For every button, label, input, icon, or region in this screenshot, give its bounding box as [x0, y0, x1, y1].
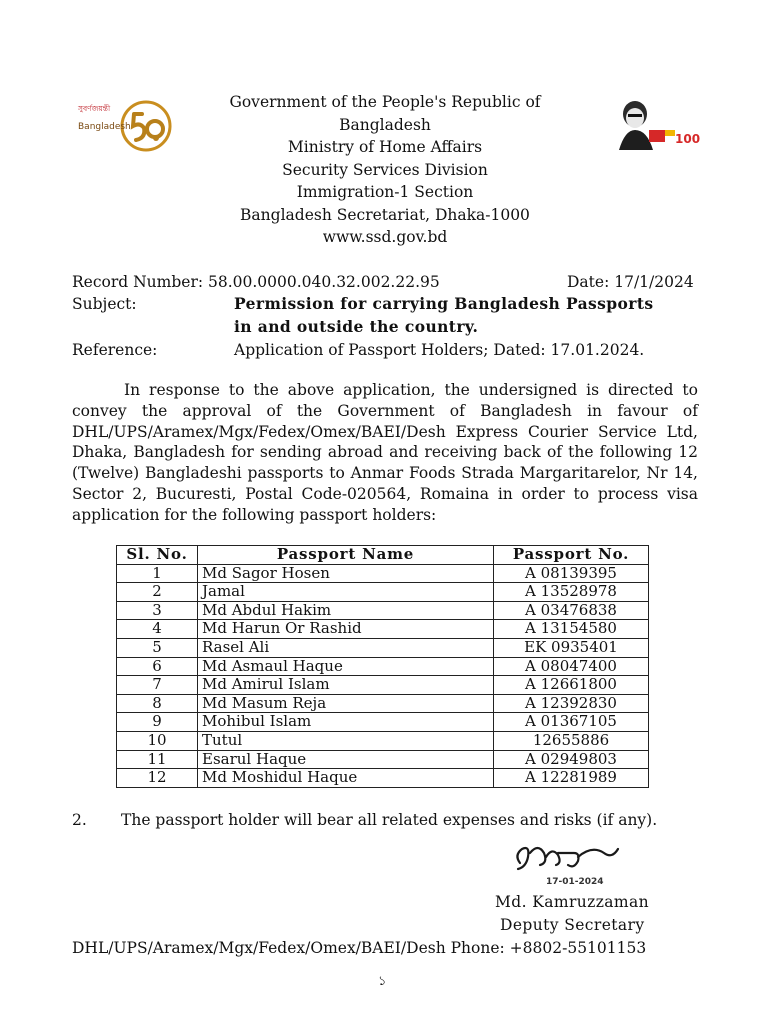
subject-label: Subject:	[72, 295, 137, 313]
serial-cell: 5	[117, 638, 198, 657]
letterhead-line-ministry: Ministry of Home Affairs	[287, 138, 483, 156]
signatory-title: Deputy Secretary	[500, 916, 645, 934]
body-text: In response to the above application, the undersigned is directed to convey the approval of the Government of Bangladesh in favour of DHL/UPS/Aramex/Mgx/Fedex/Omex/BAEI/Desh Express Courier Service Ltd, Dhaka, Bangladesh for sending abroad and receiving back of the following 12 (Twelve) Bangladeshi passports to Anmar Foods Strada Margaritarelor, Nr 14, Sector 2, Bucuresti, Postal Code-020564, Romaina in order to process visa application for the following passport holders:	[72, 381, 698, 524]
name-cell: Md Sagor Hosen	[198, 564, 494, 583]
passport-no-cell: A 13528978	[494, 583, 649, 602]
passport-no-cell: EK 0935401	[494, 638, 649, 657]
name-cell: Mohibul Islam	[198, 713, 494, 732]
subject-line-2: in and outside the country.	[234, 317, 479, 336]
clause-2-text: The passport holder will bear all related expenses and risks (if any).	[121, 811, 658, 829]
serial-cell: 4	[117, 620, 198, 639]
reference-text: Application of Passport Holders; Dated: 17.01.2024.	[234, 341, 645, 359]
serial-cell: 12	[117, 769, 198, 788]
table-row	[117, 601, 649, 620]
letterhead-line-division: Security Services Division	[282, 160, 488, 179]
passport-no-cell: A 01367105	[494, 713, 649, 732]
handwritten-signature	[508, 835, 628, 875]
passport-no-cell: A 12392830	[494, 694, 649, 713]
signature-date: 17-01-2024	[546, 877, 604, 887]
passport-no-cell: A 03476838	[494, 601, 649, 620]
body-paragraph	[72, 380, 698, 526]
serial-cell: 9	[117, 713, 198, 732]
table-row	[117, 583, 649, 602]
serial-cell: 7	[117, 676, 198, 695]
name-cell: Md Moshidul Haque	[198, 769, 494, 788]
table-row	[117, 620, 649, 639]
clause-2-number: 2.	[72, 811, 87, 829]
passport-no-cell: A 08047400	[494, 657, 649, 676]
passport-no-cell: A 12281989	[494, 769, 649, 788]
name-cell: Md Amirul Islam	[198, 676, 494, 695]
passport-table-wrapper	[116, 545, 649, 788]
serial-cell: 11	[117, 750, 198, 769]
name-cell: Md Abdul Hakim	[198, 601, 494, 620]
serial-cell: 2	[117, 583, 198, 602]
signatory-name: Md. Kamruzzaman	[495, 893, 650, 911]
table-row	[117, 564, 649, 583]
name-cell: Jamal	[198, 583, 494, 602]
logo-100-text: 100	[675, 132, 701, 146]
table-header-row	[117, 546, 649, 565]
column-header-passport-no: Passport No.	[494, 546, 649, 565]
table-row	[117, 694, 649, 713]
table-row	[117, 676, 649, 695]
letter-date: Date: 17/1/2024	[567, 273, 694, 291]
letterhead-line-address: Bangladesh Secretariat, Dhaka-1000	[240, 205, 530, 224]
passport-table	[116, 545, 649, 788]
name-cell: Tutul	[198, 731, 494, 750]
name-cell: Rasel Ali	[198, 638, 494, 657]
serial-cell: 3	[117, 601, 198, 620]
serial-cell: 10	[117, 731, 198, 750]
table-row	[117, 769, 649, 788]
name-cell: Md Asmaul Haque	[198, 657, 494, 676]
passport-no-cell: A 02949803	[494, 750, 649, 769]
table-row	[117, 713, 649, 732]
passport-no-cell: 12655886	[494, 731, 649, 750]
letterhead	[160, 91, 610, 249]
reference-label: Reference:	[72, 341, 158, 359]
name-cell: Esarul Haque	[198, 750, 494, 769]
logo-bangladesh-text: Bangladesh	[78, 122, 131, 132]
table-row	[117, 638, 649, 657]
letterhead-line-website: www.ssd.gov.bd	[322, 228, 448, 246]
name-cell: Md Harun Or Rashid	[198, 620, 494, 639]
mujib-100-logo	[613, 96, 701, 152]
passport-no-cell: A 08139395	[494, 564, 649, 583]
column-header-name: Passport Name	[198, 546, 494, 565]
letterhead-line-government: Government of the People's Republic of	[229, 93, 541, 111]
table-row	[117, 731, 649, 750]
letterhead-line-country: Bangladesh	[339, 115, 431, 134]
name-cell: Md Masum Reja	[198, 694, 494, 713]
contact-line: DHL/UPS/Aramex/Mgx/Fedex/Omex/BAEI/Desh Phone: +8802-55101153	[72, 939, 647, 957]
record-number: Record Number: 58.00.0000.040.32.002.22.95	[72, 273, 440, 291]
serial-cell: 1	[117, 564, 198, 583]
column-header-serial: Sl. No.	[117, 546, 198, 565]
logo-bangla-text: সুবর্ণজয়ন্তী	[78, 104, 111, 113]
table-row	[117, 750, 649, 769]
signature-image	[508, 835, 628, 875]
subject-line-1: Permission for carrying Bangladesh Passports	[234, 294, 654, 313]
passport-no-cell: A 12661800	[494, 676, 649, 695]
serial-cell: 6	[117, 657, 198, 676]
page-number: ১	[378, 974, 387, 989]
passport-no-cell: A 13154580	[494, 620, 649, 639]
serial-cell: 8	[117, 694, 198, 713]
letterhead-line-section: Immigration-1 Section	[296, 183, 474, 201]
table-row	[117, 657, 649, 676]
